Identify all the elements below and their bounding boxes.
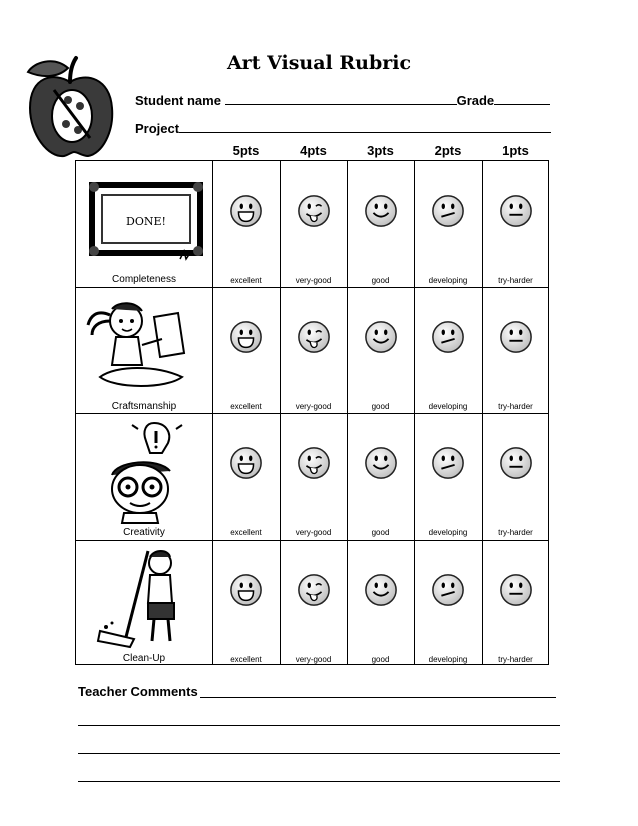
page-title: Art Visual Rubric xyxy=(226,52,412,74)
student-name-field[interactable] xyxy=(135,93,550,108)
project-field[interactable] xyxy=(135,121,551,136)
rating-cell-creativity-try-harder[interactable] xyxy=(482,413,549,513)
rating-label: try-harder xyxy=(498,528,533,537)
rubric-table xyxy=(75,160,549,665)
skeptical-face-icon xyxy=(431,194,465,228)
rating-label: excellent xyxy=(230,402,262,411)
comment-line[interactable] xyxy=(200,697,556,698)
rating-label: very-good xyxy=(295,655,332,664)
rating-cell-creativity-excellent[interactable] xyxy=(212,413,280,513)
lightbulb-boy-icon xyxy=(96,417,196,527)
tongue-face-icon xyxy=(297,194,331,228)
rating-label: excellent xyxy=(230,528,262,537)
rating-cell-completeness-try-harder[interactable] xyxy=(482,161,549,261)
rating-label: try-harder xyxy=(498,402,533,411)
tongue-face-icon xyxy=(297,573,331,607)
grin-face-icon xyxy=(229,320,263,354)
grade-blank[interactable] xyxy=(494,93,550,105)
rating-label: developing xyxy=(428,276,468,285)
project-label: Project xyxy=(135,121,180,136)
rating-cell-clean-up-good[interactable] xyxy=(347,540,414,640)
rating-cell-clean-up-very-good[interactable] xyxy=(280,540,347,640)
grin-face-icon xyxy=(229,573,263,607)
neutral-face-icon xyxy=(499,446,533,480)
rating-cell-craftsmanship-try-harder[interactable] xyxy=(482,287,549,387)
smile-face-icon xyxy=(364,573,398,607)
frame-text: DONE! xyxy=(126,215,166,228)
comment-line[interactable] xyxy=(78,725,560,726)
rating-cell-clean-up-excellent[interactable] xyxy=(212,540,280,640)
rating-label: good xyxy=(371,402,390,411)
rating-cell-craftsmanship-good[interactable] xyxy=(347,287,414,387)
grin-face-icon xyxy=(229,194,263,228)
rating-label: good xyxy=(371,655,390,664)
boy-sweeping-icon xyxy=(90,547,200,651)
rating-cell-creativity-very-good[interactable] xyxy=(280,413,347,513)
rating-cell-creativity-good[interactable] xyxy=(347,413,414,513)
student-name-blank[interactable] xyxy=(225,93,457,105)
rating-label: very-good xyxy=(295,528,332,537)
rating-label: try-harder xyxy=(498,655,533,664)
neutral-face-icon xyxy=(499,194,533,228)
girl-drawing-icon xyxy=(86,295,204,395)
category-clean-up: Clean-Up xyxy=(122,653,166,664)
points-header-5: 5pts xyxy=(232,143,260,158)
tongue-face-icon xyxy=(297,446,331,480)
rating-cell-clean-up-try-harder[interactable] xyxy=(482,540,549,640)
rating-label: good xyxy=(371,528,390,537)
teacher-comments-label: Teacher Comments xyxy=(78,684,198,699)
rating-cell-clean-up-developing[interactable] xyxy=(414,540,482,640)
points-header-4: 4pts xyxy=(300,143,327,158)
rating-cell-completeness-developing[interactable] xyxy=(414,161,482,261)
rating-cell-craftsmanship-developing[interactable] xyxy=(414,287,482,387)
points-header-2: 2pts xyxy=(434,143,462,158)
rating-label: developing xyxy=(428,402,468,411)
teacher-comments-field[interactable] xyxy=(78,684,198,699)
rating-label: excellent xyxy=(230,276,262,285)
tongue-face-icon xyxy=(297,320,331,354)
neutral-face-icon xyxy=(499,573,533,607)
done-frame-icon xyxy=(88,179,206,269)
grade-label: Grade xyxy=(456,93,495,108)
rating-cell-completeness-excellent[interactable] xyxy=(212,161,280,261)
skeptical-face-icon xyxy=(431,320,465,354)
project-blank[interactable] xyxy=(179,121,551,133)
student-name-label: Student name xyxy=(135,93,221,108)
smile-face-icon xyxy=(364,194,398,228)
skeptical-face-icon xyxy=(431,446,465,480)
category-creativity: Creativity xyxy=(123,527,165,538)
comment-line[interactable] xyxy=(78,753,560,754)
rating-cell-creativity-developing[interactable] xyxy=(414,413,482,513)
rating-cell-completeness-very-good[interactable] xyxy=(280,161,347,261)
neutral-face-icon xyxy=(499,320,533,354)
rating-label: developing xyxy=(428,655,468,664)
skeptical-face-icon xyxy=(431,573,465,607)
rating-label: developing xyxy=(428,528,468,537)
rating-cell-craftsmanship-excellent[interactable] xyxy=(212,287,280,387)
grin-face-icon xyxy=(229,446,263,480)
rating-label: very-good xyxy=(295,402,332,411)
category-craftsmanship: Craftsmanship xyxy=(111,401,177,412)
points-header-3: 3pts xyxy=(367,143,394,158)
points-header-1: 1pts xyxy=(502,143,529,158)
comment-line[interactable] xyxy=(78,781,560,782)
rating-cell-completeness-good[interactable] xyxy=(347,161,414,261)
category-completeness: Completeness xyxy=(112,274,176,285)
rating-label: good xyxy=(371,276,390,285)
smile-face-icon xyxy=(364,320,398,354)
smile-face-icon xyxy=(364,446,398,480)
rating-label: very-good xyxy=(295,276,332,285)
rating-label: excellent xyxy=(230,655,262,664)
rating-label: try-harder xyxy=(498,276,533,285)
rating-cell-craftsmanship-very-good[interactable] xyxy=(280,287,347,387)
